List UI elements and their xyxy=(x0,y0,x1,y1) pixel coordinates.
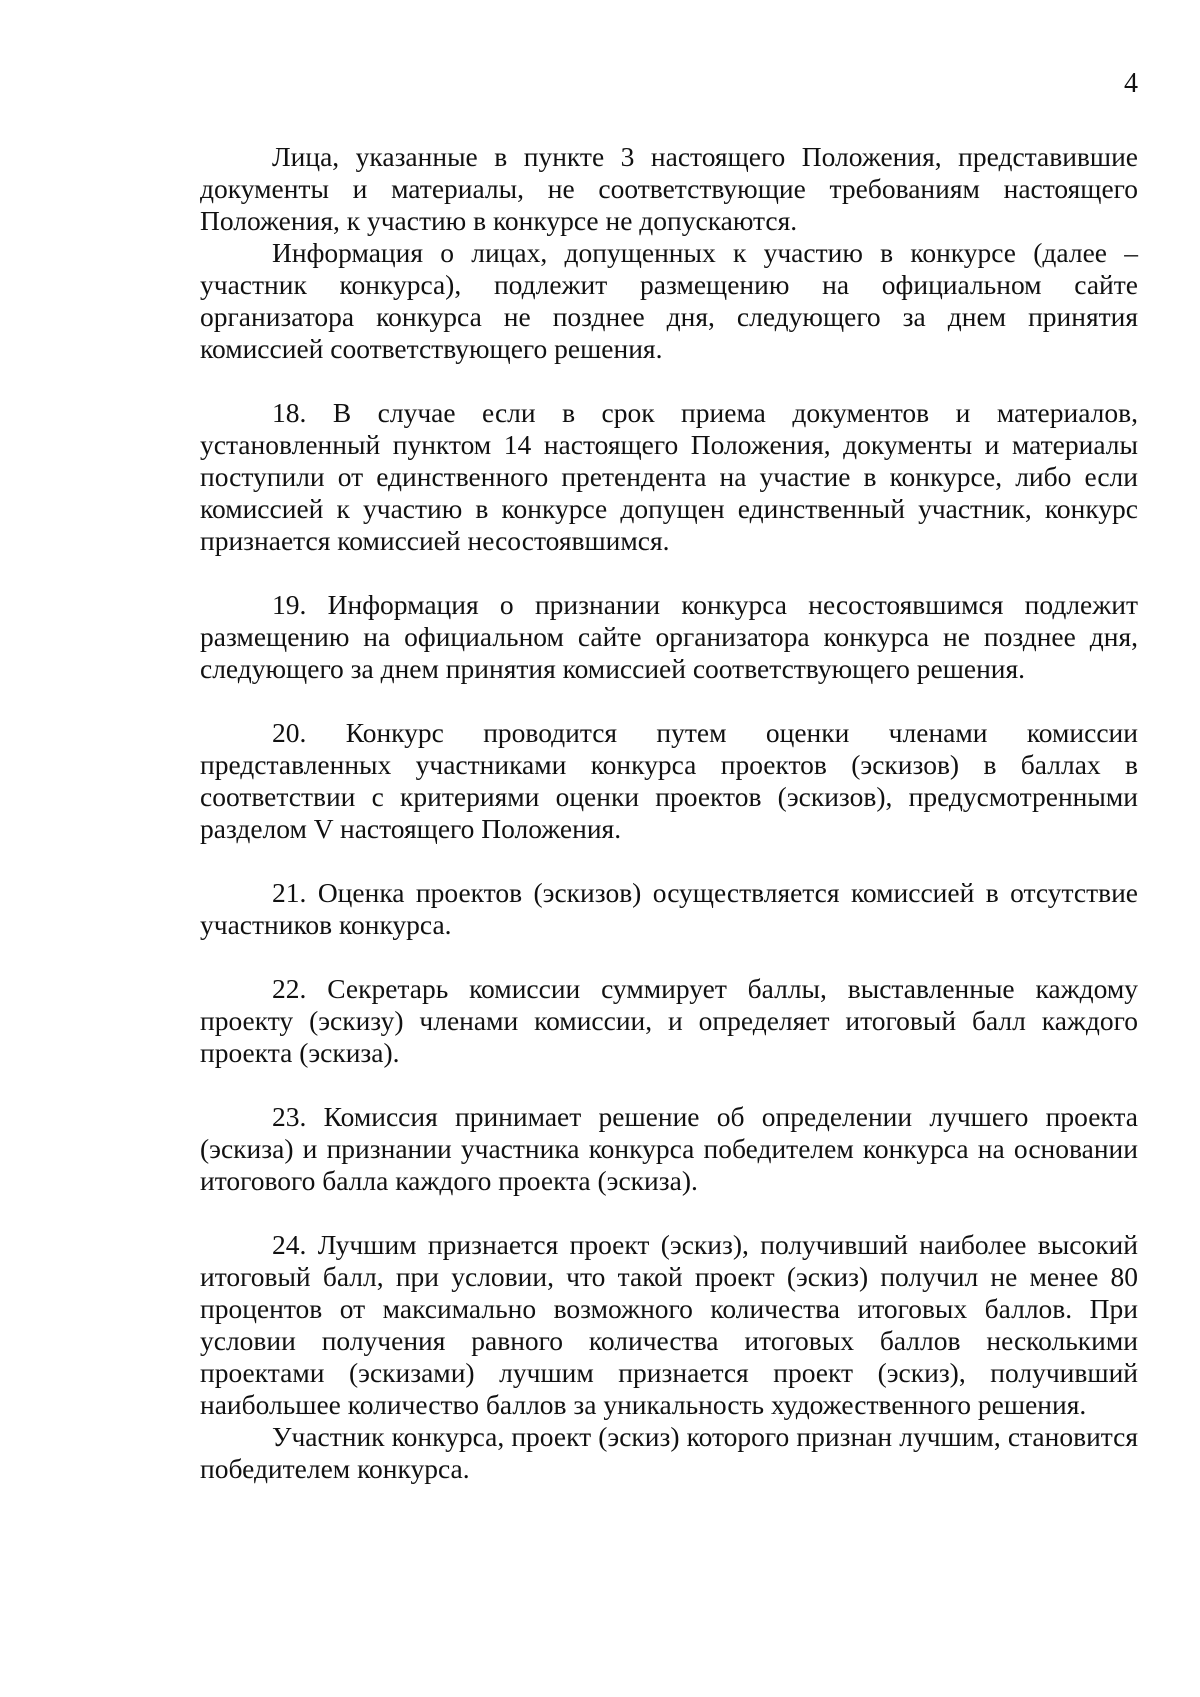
paragraph-19: 19. Информация о признании конкурса несостоявшимся подлежит размещению на официальном сайте организатора конкурса не позднее дня, следующего за днем принятия комиссией соответствующего решения. xyxy=(200,589,1138,684)
paragraph-21: 21. Оценка проектов (эскизов) осуществляется комиссией в отсутствие участников конкурса. xyxy=(200,877,1138,940)
document-body xyxy=(200,141,1138,1485)
page-number: 4 xyxy=(1124,68,1138,99)
paragraph-22: 22. Секретарь комиссии суммирует баллы, выставленные каждому проекту (эскизу) членами комиссии, и определяет итоговый балл каждого проекта (эскиза). xyxy=(200,973,1138,1068)
paragraph-24-winner: Участник конкурса, проект (эскиз) которого признан лучшим, становится победителем конкурса. xyxy=(200,1421,1138,1484)
paragraph-17-information: Информация о лицах, допущенных к участию в конкурсе (далее – участник конкурса), подлежит размещению на официальном сайте организатора конкурса не позднее дня, следующего за днем принятия комиссией соответствующего решения. xyxy=(200,237,1138,364)
paragraph-24: 24. Лучшим признается проект (эскиз), получивший наиболее высокий итоговый балл, при условии, что такой проект (эскиз) получил не менее 80 процентов от максимально возможного количества итоговых баллов. При условии получения равного количества итоговых баллов несколькими проектами (эскизами) лучшим признается проект (эскиз), получивший наибольшее количество баллов за уникальность художественного решения. xyxy=(200,1229,1138,1420)
paragraph-18: 18. В случае если в срок приема документов и материалов, установленный пунктом 14 настоящего Положения, документы и материалы поступили от единственного претендента на участие в конкурсе, либо если комиссией к участию в конкурсе допущен единственный участник, конкурс признается комиссией несостоявшимся. xyxy=(200,397,1138,556)
paragraph-20: 20. Конкурс проводится путем оценки членами комиссии представленных участниками конкурса проектов (эскизов) в баллах в соответствии с критериями оценки проектов (эскизов), предусмотренными разделом V настоящего Положения. xyxy=(200,717,1138,844)
paragraph-23: 23. Комиссия принимает решение об определении лучшего проекта (эскиза) и признании участника конкурса победителем конкурса на основании итогового балла каждого проекта (эскиза). xyxy=(200,1101,1138,1196)
paragraph-17-continuation: Лица, указанные в пункте 3 настоящего Положения, представившие документы и материалы, не соответствующие требованиям настоящего Положения, к участию в конкурсе не допускаются. xyxy=(200,141,1138,236)
